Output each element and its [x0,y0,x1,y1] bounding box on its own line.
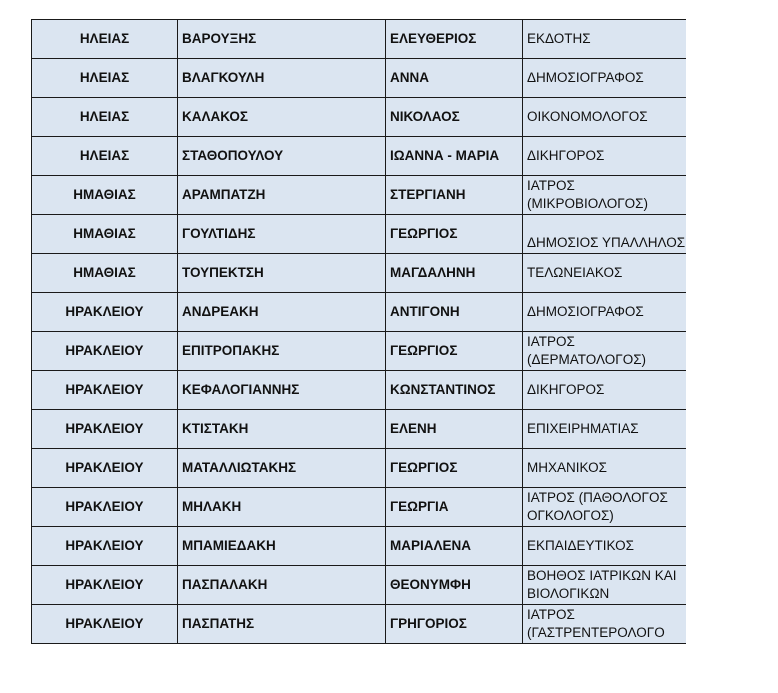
surname-cell: ΒΛΑΓΚΟΥΛΗ [178,59,386,98]
surname-cell: ΜΑΤΑΛΛΙΩΤΑΚΗΣ [178,449,386,488]
first-name-cell: ΝΙΚΟΛΑΟΣ [386,98,523,137]
table-row [32,215,687,254]
first-name-cell: ΓΕΩΡΓΙΟΣ [386,332,523,371]
profession-cell: ΕΠΙΧΕΙΡΗΜΑΤΙΑΣ [523,410,687,449]
surname-cell: ΚΕΦΑΛΟΓΙΑΝΝΗΣ [178,371,386,410]
first-name-cell: ΕΛΕΥΘΕΡΙΟΣ [386,20,523,59]
region-cell: ΗΡΑΚΛΕΙΟΥ [32,293,178,332]
first-name-cell: ΣΤΕΡΓΙΑΝΗ [386,176,523,215]
profession-cell: ΕΚΔΟΤΗΣ [523,20,687,59]
profession-cell: ΙΑΤΡΟΣ (ΠΑΘΟΛΟΓΟΣ ΟΓΚΟΛΟΓΟΣ) [523,488,687,527]
profession-cell: ΔΗΜΟΣΙΟΓΡΑΦΟΣ [523,293,687,332]
surname-cell: ΑΡΑΜΠΑΤΖΗ [178,176,386,215]
profession-cell: ΔΙΚΗΓΟΡΟΣ [523,137,687,176]
table-row [32,410,687,449]
profession-cell: ΔΙΚΗΓΟΡΟΣ [523,371,687,410]
surname-cell: ΠΑΣΠΑΤΗΣ [178,605,386,644]
surname-cell: ΚΑΛΑΚΟΣ [178,98,386,137]
first-name-cell: ΑΝΤΙΓΟΝΗ [386,293,523,332]
table-row [32,332,687,371]
surname-cell: ΜΗΛΑΚΗ [178,488,386,527]
profession-cell: ΕΚΠΑΙΔΕΥΤΙΚΟΣ [523,527,687,566]
profession-cell: ΜΗΧΑΝΙΚΟΣ [523,449,687,488]
profession-cell: ΙΑΤΡΟΣ (ΔΕΡΜΑΤΟΛΟΓΟΣ) [523,332,687,371]
table-row [32,293,687,332]
first-name-cell: ΘΕΟΝΥΜΦΗ [386,566,523,605]
table-row [32,605,687,644]
region-cell: ΗΡΑΚΛΕΙΟΥ [32,488,178,527]
table-row [32,137,687,176]
document-table-region [31,19,686,644]
region-cell: ΗΛΕΙΑΣ [32,59,178,98]
table-row [32,59,687,98]
surname-cell: ΠΑΣΠΑΛΑΚΗ [178,566,386,605]
surname-cell: ΤΟΥΠΕΚΤΣΗ [178,254,386,293]
first-name-cell: ΓΕΩΡΓΙΟΣ [386,215,523,254]
surname-cell: ΓΟΥΛΤΙΔΗΣ [178,215,386,254]
first-name-cell: ΜΑΡΙΑΛΕΝΑ [386,527,523,566]
profession-cell: ΔΗΜΟΣΙΟΣ ΥΠΑΛΛΗΛΟΣ [523,215,687,254]
surname-cell: ΚΤΙΣΤΑΚΗ [178,410,386,449]
surname-cell: ΜΠΑΜΙΕΔΑΚΗ [178,527,386,566]
region-cell: ΗΡΑΚΛΕΙΟΥ [32,332,178,371]
profession-cell: ΤΕΛΩΝΕΙΑΚΟΣ [523,254,687,293]
first-name-cell: ΑΝΝΑ [386,59,523,98]
table-body [32,20,687,644]
region-cell: ΗΜΑΘΙΑΣ [32,176,178,215]
table-row [32,98,687,137]
region-cell: ΗΡΑΚΛΕΙΟΥ [32,410,178,449]
region-cell: ΗΡΑΚΛΕΙΟΥ [32,371,178,410]
profession-cell: ΟΙΚΟΝΟΜΟΛΟΓΟΣ [523,98,687,137]
first-name-cell: ΚΩΝΣΤΑΝΤΙΝΟΣ [386,371,523,410]
region-cell: ΗΡΑΚΛΕΙΟΥ [32,605,178,644]
first-name-cell: ΕΛΕΝΗ [386,410,523,449]
region-cell: ΗΛΕΙΑΣ [32,98,178,137]
first-name-cell: ΙΩΑΝΝΑ - ΜΑΡΙΑ [386,137,523,176]
table-row [32,254,687,293]
region-cell: ΗΜΑΘΙΑΣ [32,215,178,254]
table-row [32,488,687,527]
first-name-cell: ΓΡΗΓΟΡΙΟΣ [386,605,523,644]
profession-cell: ΙΑΤΡΟΣ (ΓΑΣΤΡΕΝΤΕΡΟΛΟΓΟ [523,605,687,644]
table-row [32,176,687,215]
region-cell: ΗΛΕΙΑΣ [32,137,178,176]
table-row [32,566,687,605]
surname-cell: ΑΝΔΡΕΑΚΗ [178,293,386,332]
region-cell: ΗΜΑΘΙΑΣ [32,254,178,293]
region-cell: ΗΡΑΚΛΕΙΟΥ [32,566,178,605]
table-row [32,449,687,488]
surname-cell: ΒΑΡΟΥΞΗΣ [178,20,386,59]
table-row [32,527,687,566]
profession-cell: ΔΗΜΟΣΙΟΓΡΑΦΟΣ [523,59,687,98]
table-row [32,20,687,59]
profession-cell: ΙΑΤΡΟΣ (ΜΙΚΡΟΒΙΟΛΟΓΟΣ) [523,176,687,215]
surname-cell: ΕΠΙΤΡΟΠΑΚΗΣ [178,332,386,371]
region-cell: ΗΡΑΚΛΕΙΟΥ [32,527,178,566]
first-name-cell: ΓΕΩΡΓΙΑ [386,488,523,527]
region-cell: ΗΛΕΙΑΣ [32,20,178,59]
profession-cell: ΒΟΗΘΟΣ ΙΑΤΡΙΚΩΝ ΚΑΙ ΒΙΟΛΟΓΙΚΩΝ [523,566,687,605]
region-cell: ΗΡΑΚΛΕΙΟΥ [32,449,178,488]
table-row [32,371,687,410]
surname-cell: ΣΤΑΘΟΠΟΥΛΟΥ [178,137,386,176]
candidates-table [31,19,686,644]
first-name-cell: ΓΕΩΡΓΙΟΣ [386,449,523,488]
first-name-cell: ΜΑΓΔΑΛΗΝΗ [386,254,523,293]
